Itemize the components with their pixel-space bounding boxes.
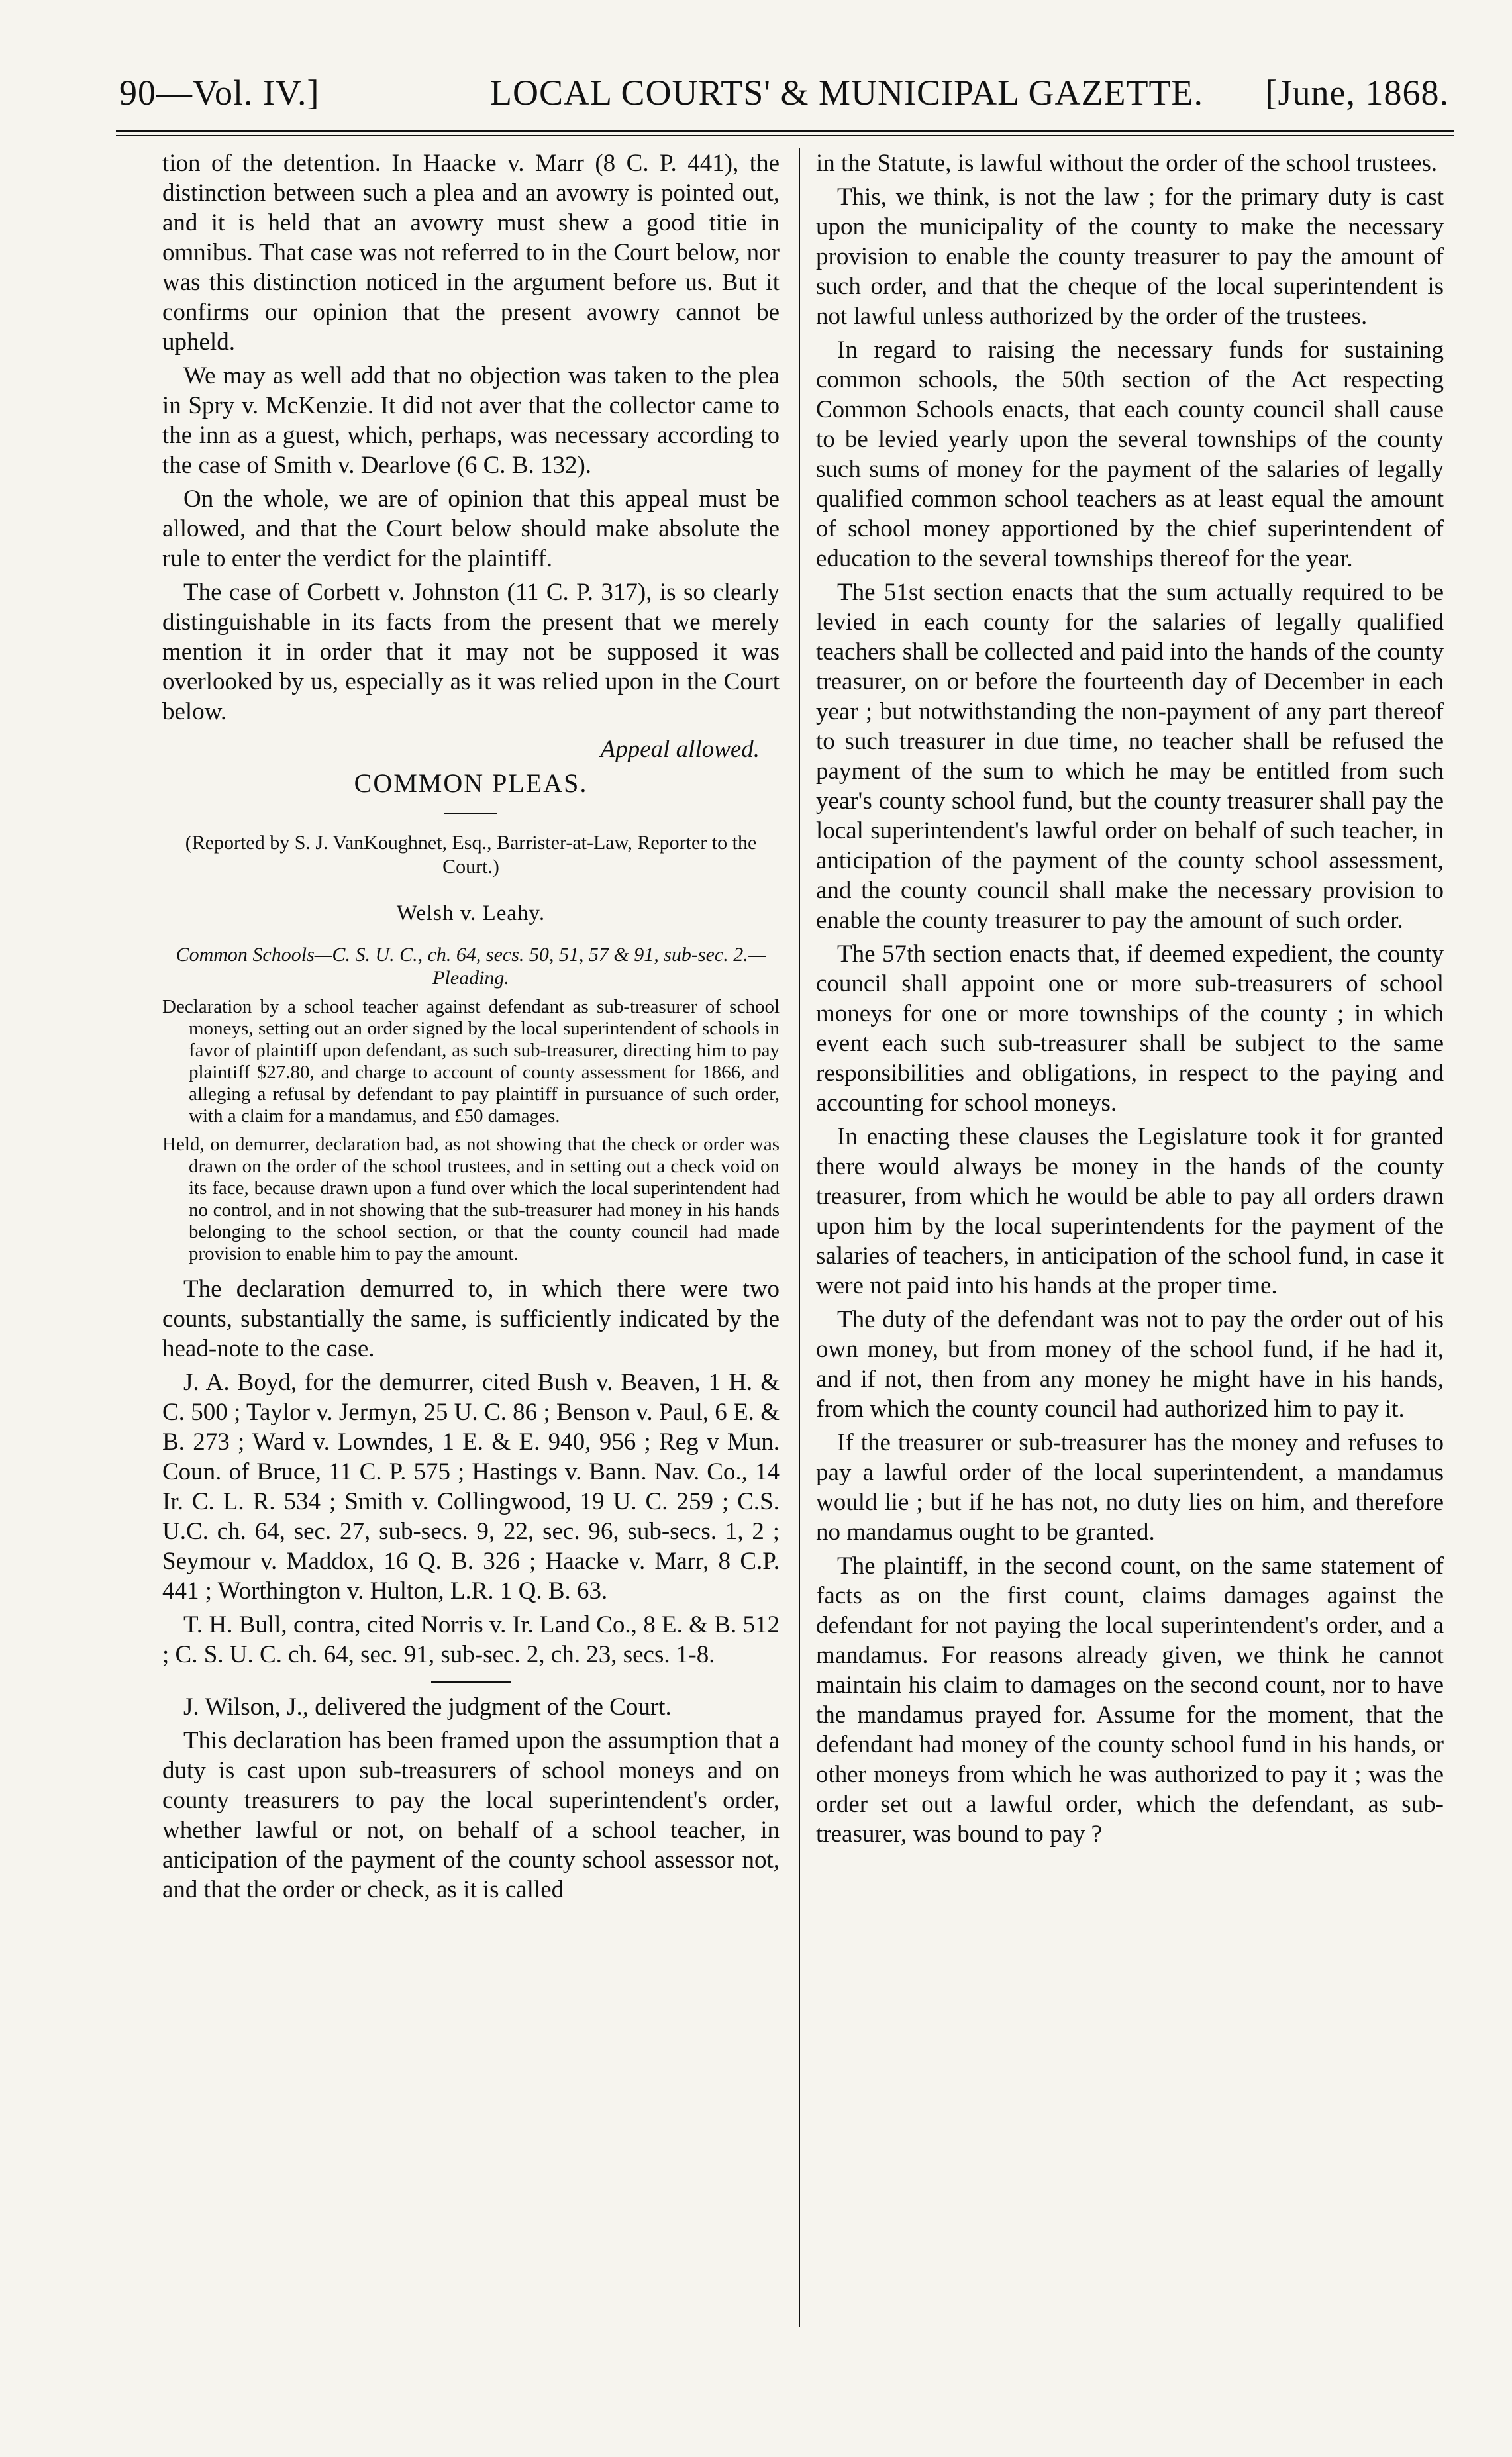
paragraph: tion of the detention. In Haacke v. Marr (8 C. P. 441), the distinction between such a plea and an avowry is pointed out, and it is held that an avowry must shew a good titie in omnibus. That case was not referred to in the Court below, nor was this distinction noticed in the argument before us. But it confirms our opinion that the present avowry cannot be upheld. bbox=[162, 150, 780, 356]
section-rule bbox=[444, 813, 497, 814]
judgment-result: Appeal allowed. bbox=[600, 736, 760, 763]
paragraph: This declaration has been framed upon the assumption that a duty is cast upon sub-treasurers of school moneys and on county treasurers to pay the local superintendent's order, whether lawful or not, on behalf of a school teacher, in anticipation of the payment of the county school assessor not, and that the order or check, as it is called bbox=[162, 1727, 780, 1903]
section-title: COMMON PLEAS. bbox=[354, 768, 588, 798]
paragraph: The declaration demurred to, in which there were two counts, substantially the same, is sufficiently indicated by the head-note to the case. bbox=[162, 1276, 780, 1362]
case-name: Welsh v. Leahy. bbox=[396, 901, 546, 925]
header-rule-thin bbox=[116, 135, 1454, 136]
header-volume: 90—Vol. IV.] bbox=[119, 73, 320, 113]
paragraph: We may as well add that no objection was taken to the plea in Spry v. McKenzie. It did not aver that the collector came to the inn as a guest, which, perhaps, was necessary according to the case of Smith v. Dearlove (6 C. B. 132). bbox=[162, 362, 780, 479]
header-rule bbox=[116, 130, 1454, 132]
headnote-text: Held, on demurrer, declaration bad, as not showing that the check or order was drawn on the order of the school trustees, and in setting out a check void on its face, because drawn upon a fund over which the local superintendent had no control, and in not showing that the sub-treasurer had money in his hands belonging to the school section, or that the county council had made provision to enable him to pay the amount. bbox=[162, 1134, 780, 1264]
paragraph: In enacting these clauses the Legislature took it for granted there would always be money in the hands of the county treasurer, from which he would be able to pay all orders drawn upon him by the local superintendents for the payment of the salaries of teachers, in anticipation of the school fund, in case it were not paid into his hands at the proper time. bbox=[816, 1123, 1444, 1299]
headnote-held bbox=[162, 1134, 780, 1265]
paragraph: J. A. Boyd, for the demurrer, cited Bush v. Beaven, 1 H. & C. 500 ; Taylor v. Jermyn, 25 U. C. 86 ; Benson v. Paul, 6 E. & B. 273 ; Ward v. Lowndes, 1 E. & E. 940, 956 ; Reg v Mun. Coun. of Bruce, 11 C. P. 575 ; Hastings v. Bann. Nav. Co., 14 Ir. C. L. R. 534 ; Smith v. Collingwood, 19 U. C. 259 ; C.S. U.C. ch. 64, sec. 27, sub-secs. 9, 22, sec. 96, sub-secs. 1, 2 ; Seymour v. Maddox, 16 Q. B. 326 ; Haacke v. Marr, 8 C.P. 441 ; Worthington v. Hulton, L.R. 1 Q. B. 63. bbox=[162, 1369, 780, 1605]
paragraph: In regard to raising the necessary funds for sustaining common schools, the 50th section of the Act respecting Common Schools enacts, that each county council shall cause to be levied yearly upon the several townships of the county such sums of money for the payment of the salaries of legally qualified common school teachers as at least equal the amount of school money apportioned by the chief superintendent of education to the several townships thereof for the year. bbox=[816, 336, 1444, 572]
left-column bbox=[162, 148, 780, 1905]
paragraph: in the Statute, is lawful without the order of the school trustees. bbox=[816, 150, 1438, 177]
paragraph: J. Wilson, J., delivered the judgment of the Court. bbox=[183, 1693, 672, 1721]
separator-rule bbox=[431, 1681, 511, 1683]
paragraph: T. H. Bull, contra, cited Norris v. Ir. Land Co., 8 E. & B. 512 ; C. S. U. C. ch. 64, sec. 91, sub-sec. 2, ch. 23, secs. 1-8. bbox=[162, 1611, 780, 1668]
column-divider bbox=[799, 148, 800, 2327]
paragraph: On the whole, we are of opinion that this appeal must be allowed, and that the Court below should make absolute the rule to enter the verdict for the plaintiff. bbox=[162, 485, 780, 572]
headnote-text: Declaration by a school teacher against defendant as sub-treasurer of school moneys, setting out an order signed by the local superintendent of schools in favor of plaintiff upon defendant, as such sub-treasurer, directing him to pay plaintiff $27.80, and charge to account of county assessment for 1866, and alleging a refusal by defendant to pay plaintiff in pursuance of such order, with a claim for a mandamus, and £50 damages. bbox=[162, 996, 780, 1127]
reporter-line: (Reported by S. J. VanKoughnet, Esq., Barrister-at-Law, Reporter to the Court.) bbox=[185, 832, 757, 878]
header-date: [June, 1868. bbox=[1265, 73, 1449, 113]
page-header bbox=[119, 66, 1449, 119]
right-column bbox=[816, 148, 1444, 1849]
case-subject: Common Schools—C. S. U. C., ch. 64, secs. 50, 51, 57 & 91, sub-sec. 2.—Pleading. bbox=[176, 944, 766, 989]
paragraph: The 51st section enacts that the sum actually required to be levied in each county for the salaries of legally qualified teachers shall be collected and paid into the hands of the county treasurer, on or before the fourteenth day of December in each year ; but notwithstanding the non-payment of any part thereof to such treasurer in due time, no teacher shall be refused the payment of the sum to which he may be entitled from such year's county school fund, but the county treasurer shall pay the local superintendent's lawful order on behalf of such teacher, in anticipation of the payment of the county school assessment, and the county council shall make the necessary provision to enable the county treasurer to pay the amount of such order. bbox=[816, 579, 1444, 934]
paragraph: The duty of the defendant was not to pay the order out of his own money, but from money of the school fund, if he had it, and if not, then from any money he might have in his hands, from which the county council had authorized him to pay it. bbox=[816, 1306, 1444, 1423]
headnote bbox=[162, 996, 780, 1127]
paragraph: The plaintiff, in the second count, on the same statement of facts as on the first count, claims damages against the defendant for not paying the local superintendent's order, and a mandamus. For reasons already given, we think he cannot maintain his claim to damages on the second count, nor to have the mandamus prayed for. Assume for the moment, that the defendant had money of the county school fund in his hands, or other moneys from which he was authorized to pay it ; was the order set out a lawful order, which the defendant, as sub-treasurer, was bound to pay ? bbox=[816, 1552, 1444, 1848]
paragraph: The case of Corbett v. Johnston (11 C. P. 317), is so clearly distinguishable in its facts from the present that we merely mention it in order that it may not be supposed it was overlooked by us, especially as it was relied upon in the Court below. bbox=[162, 579, 780, 725]
paragraph: If the treasurer or sub-treasurer has the money and refuses to pay a lawful order of the local superintendent, a mandamus would lie ; but if he has not, no duty lies on him, and therefore no mandamus ought to be granted. bbox=[816, 1429, 1444, 1546]
paragraph: The 57th section enacts that, if deemed expedient, the county council shall appoint one or more sub-treasurers of school moneys for one or more townships of the county ; in which event each such sub-treasurer shall be subject to the same responsibilities and obligations, in respect to the paying and accounting for school moneys. bbox=[816, 940, 1444, 1117]
paragraph: This, we think, is not the law ; for the primary duty is cast upon the municipality of the county to make the necessary provision to enable the county treasurer to pay the amount of such order, and that the cheque of the local superintendent is not lawful unless authorized by the order of the trustees. bbox=[816, 183, 1444, 330]
header-title: LOCAL COURTS' & MUNICIPAL GAZETTE. bbox=[490, 73, 1203, 113]
